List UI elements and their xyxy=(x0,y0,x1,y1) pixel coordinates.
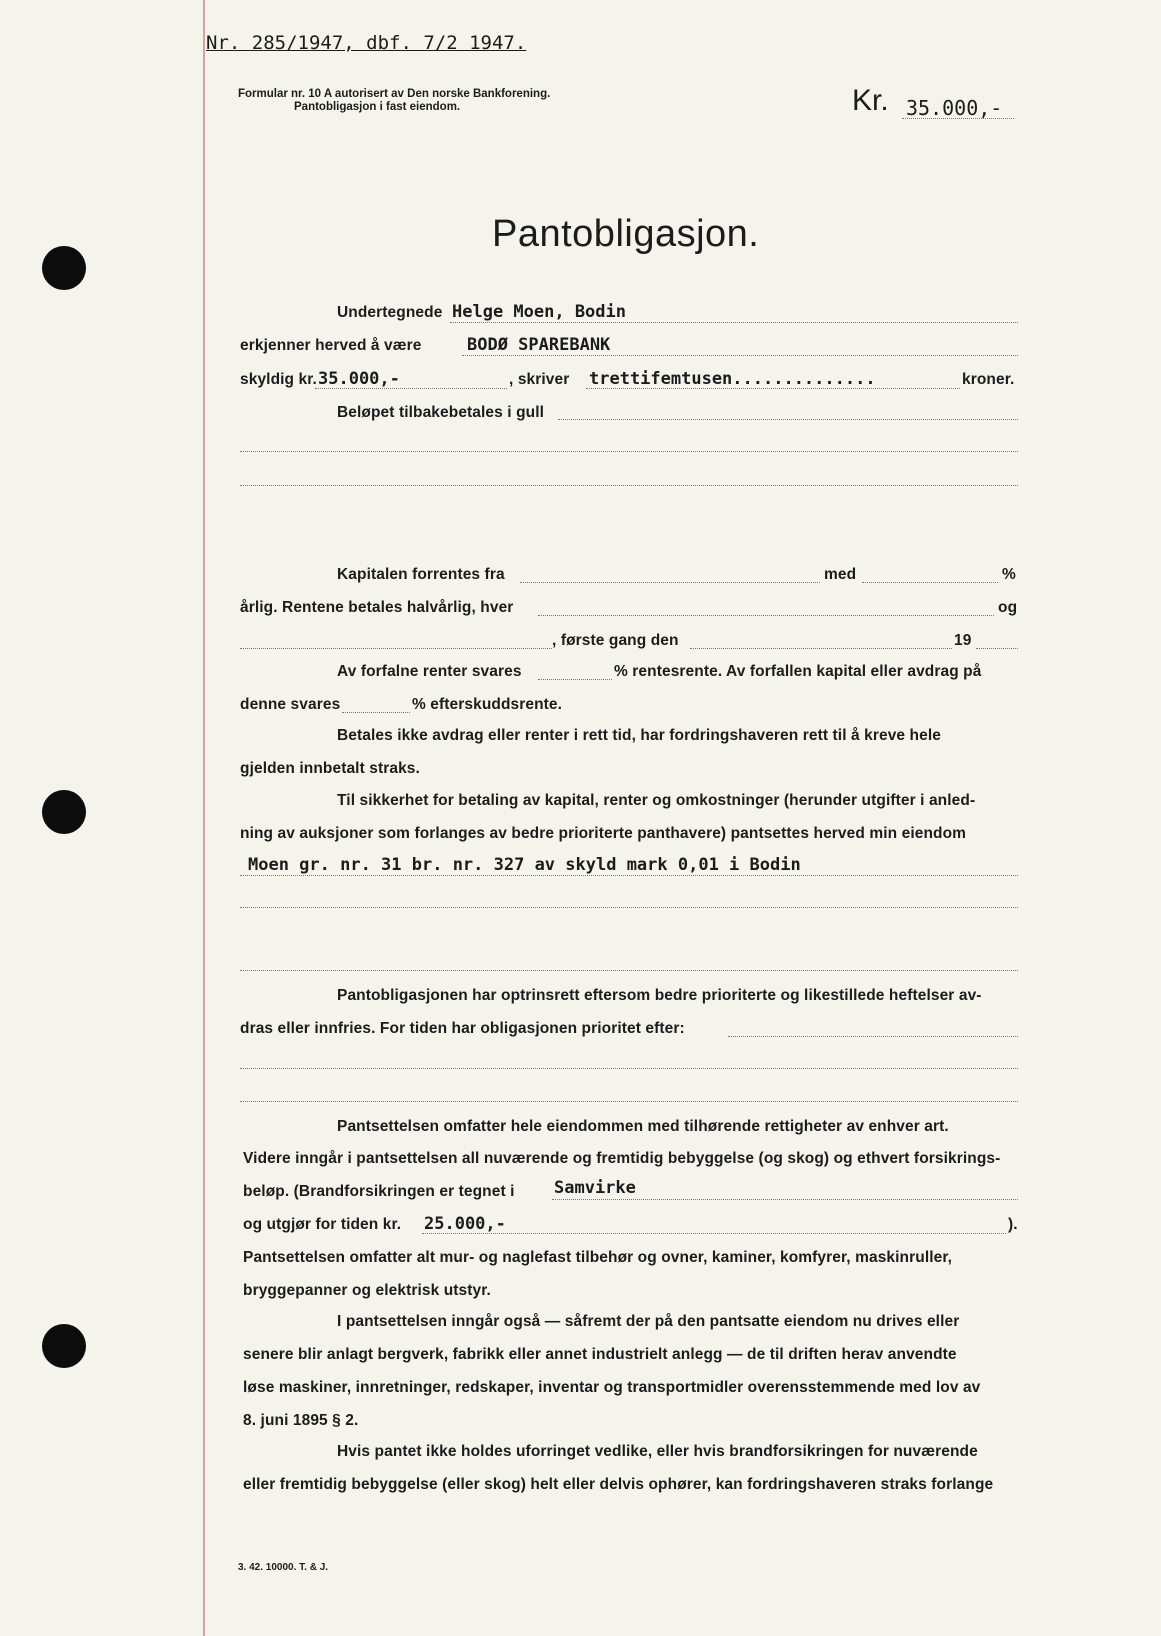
and-label: og xyxy=(998,599,1018,616)
dotted-line xyxy=(240,875,1018,876)
dotted-line xyxy=(315,388,507,389)
dotted-line xyxy=(558,419,1018,420)
form-note-1: Formular nr. 10 A autorisert av Den norske Bankforening. xyxy=(238,88,551,100)
dotted-line xyxy=(450,322,1018,323)
dotted-line xyxy=(728,1036,1018,1037)
dotted-line xyxy=(902,118,1014,119)
interest-payment-label: årlig. Rentene betales halvårlig, hver xyxy=(240,599,514,616)
dotted-line xyxy=(240,451,1018,452)
dotted-line xyxy=(462,355,1018,356)
punch-hole xyxy=(42,790,86,834)
scope-line-6: bryggepanner og elektrisk utstyr. xyxy=(243,1282,491,1299)
dotted-line xyxy=(240,485,1018,486)
punch-hole xyxy=(42,246,86,290)
insured-amount: 25.000,- xyxy=(424,1214,506,1234)
scope-line-5: Pantsettelsen omfatter alt mur- og naglefast tilbehør og ovner, kaminer, komfyrer, maskinruller, xyxy=(243,1249,953,1266)
default-line-2: gjelden innbetalt straks. xyxy=(240,760,420,777)
security-line-2: ning av auksjoner som forlanges av bedre prioriterte panthavere) pantsettes herved min eiendom xyxy=(240,825,967,842)
scope-line-3: beløp. (Brandforsikringen er tegnet i xyxy=(243,1183,515,1200)
writes-label: , skriver xyxy=(509,371,570,388)
document-title: Pantobligasjon. xyxy=(492,213,760,255)
scope-line-1: Pantsettelsen omfatter hele eiendommen med tilhørende rettigheter av enhver art. xyxy=(337,1118,949,1135)
undersigned-value: Helge Moen, Bodin xyxy=(452,302,626,322)
closing-paren: ). xyxy=(1008,1216,1018,1233)
dotted-line xyxy=(690,648,952,649)
acknowledge-label: erkjenner herved å være xyxy=(240,337,422,354)
overdue-interest-label: Av forfalne renter svares xyxy=(337,663,522,680)
dotted-line xyxy=(240,1101,1018,1102)
dotted-line xyxy=(240,648,552,649)
dotted-line xyxy=(422,1233,1006,1234)
print-code: 3. 42. 10000. T. & J. xyxy=(238,1562,329,1573)
dotted-line xyxy=(862,582,998,583)
record-number: Nr. 285/1947, dbf. 7/2 1947. xyxy=(206,32,527,54)
writes-value: trettifemtusen.............. xyxy=(589,369,876,389)
owing-value: 35.000,- xyxy=(318,369,400,389)
industry-line-3: løse maskiner, innretninger, redskaper, inventar og transportmidler overensstemmende med lov av xyxy=(243,1379,981,1396)
year-prefix: 19 xyxy=(954,632,972,649)
scope-line-2: Videre inngår i pantsettelsen all nuværende og fremtidig bebyggelse (og skog) og ethvert forsikrings- xyxy=(243,1150,1001,1167)
scope-line-4: og utgjør for tiden kr. xyxy=(243,1216,402,1233)
dotted-line xyxy=(538,615,994,616)
late-interest-text: % efterskuddsrente. xyxy=(412,696,563,713)
maintenance-line-1: Hvis pantet ikke holdes uforringet vedlike, eller hvis brandforsikringen for nuværende xyxy=(337,1443,978,1460)
dotted-line xyxy=(520,582,820,583)
repayment-label: Beløpet tilbakebetales i gull xyxy=(337,404,545,421)
overdue-interest-text: % rentesrente. Av forfallen kapital eller avdrag på xyxy=(614,663,982,680)
priority-line-1: Pantobligasjonen har optrinsrett eftersom bedre prioriterte og likestillede heftelser av- xyxy=(337,987,982,1004)
punch-hole xyxy=(42,1324,86,1368)
dotted-line xyxy=(538,679,612,680)
dotted-line xyxy=(240,970,1018,971)
priority-line-2: dras eller innfries. For tiden har obligasjonen prioritet efter: xyxy=(240,1020,685,1037)
creditor-value: BODØ SPAREBANK xyxy=(467,335,611,355)
dotted-line xyxy=(976,648,1018,649)
percent-sign: % xyxy=(1002,566,1016,583)
undersigned-label: Undertegnede xyxy=(337,304,443,321)
late-interest-label: denne svares xyxy=(240,696,341,713)
industry-line-4: 8. juni 1895 § 2. xyxy=(243,1412,359,1429)
dotted-line xyxy=(240,1068,1018,1069)
margin-rule xyxy=(203,0,205,1636)
amount-prefix: Kr. xyxy=(852,84,889,117)
industry-line-2: senere blir anlagt bergverk, fabrikk eller annet industrielt anlegg — de til driften herav anvendte xyxy=(243,1346,957,1363)
security-line-1: Til sikkerhet for betaling av kapital, renter og omkostninger (herunder utgifter i anled- xyxy=(337,792,976,809)
default-line-1: Betales ikke avdrag eller renter i rett tid, har fordringshaveren rett til å kreve hele xyxy=(337,727,941,744)
first-time-label: , første gang den xyxy=(552,632,679,649)
owing-label: skyldig kr. xyxy=(240,371,317,388)
interest-from-label: Kapitalen forrentes fra xyxy=(337,566,505,583)
interest-rate-label: med xyxy=(824,566,857,583)
amount-value: 35.000,- xyxy=(906,96,1003,120)
form-note-2: Pantobligasjon i fast eiendom. xyxy=(294,101,461,113)
insurer-value: Samvirke xyxy=(554,1178,636,1198)
dotted-line xyxy=(586,388,960,389)
dotted-line xyxy=(552,1199,1018,1200)
dotted-line xyxy=(342,712,410,713)
dotted-line xyxy=(240,907,1018,908)
property-description: Moen gr. nr. 31 br. nr. 327 av skyld mark 0,01 i Bodin xyxy=(248,855,801,875)
maintenance-line-2: eller fremtidig bebyggelse (eller skog) helt eller delvis ophører, kan fordringshaveren straks forlange xyxy=(243,1476,994,1493)
kroner-label: kroner. xyxy=(962,371,1015,388)
industry-line-1: I pantsettelsen inngår også — såfremt der på den pantsatte eiendom nu drives eller xyxy=(337,1313,960,1330)
